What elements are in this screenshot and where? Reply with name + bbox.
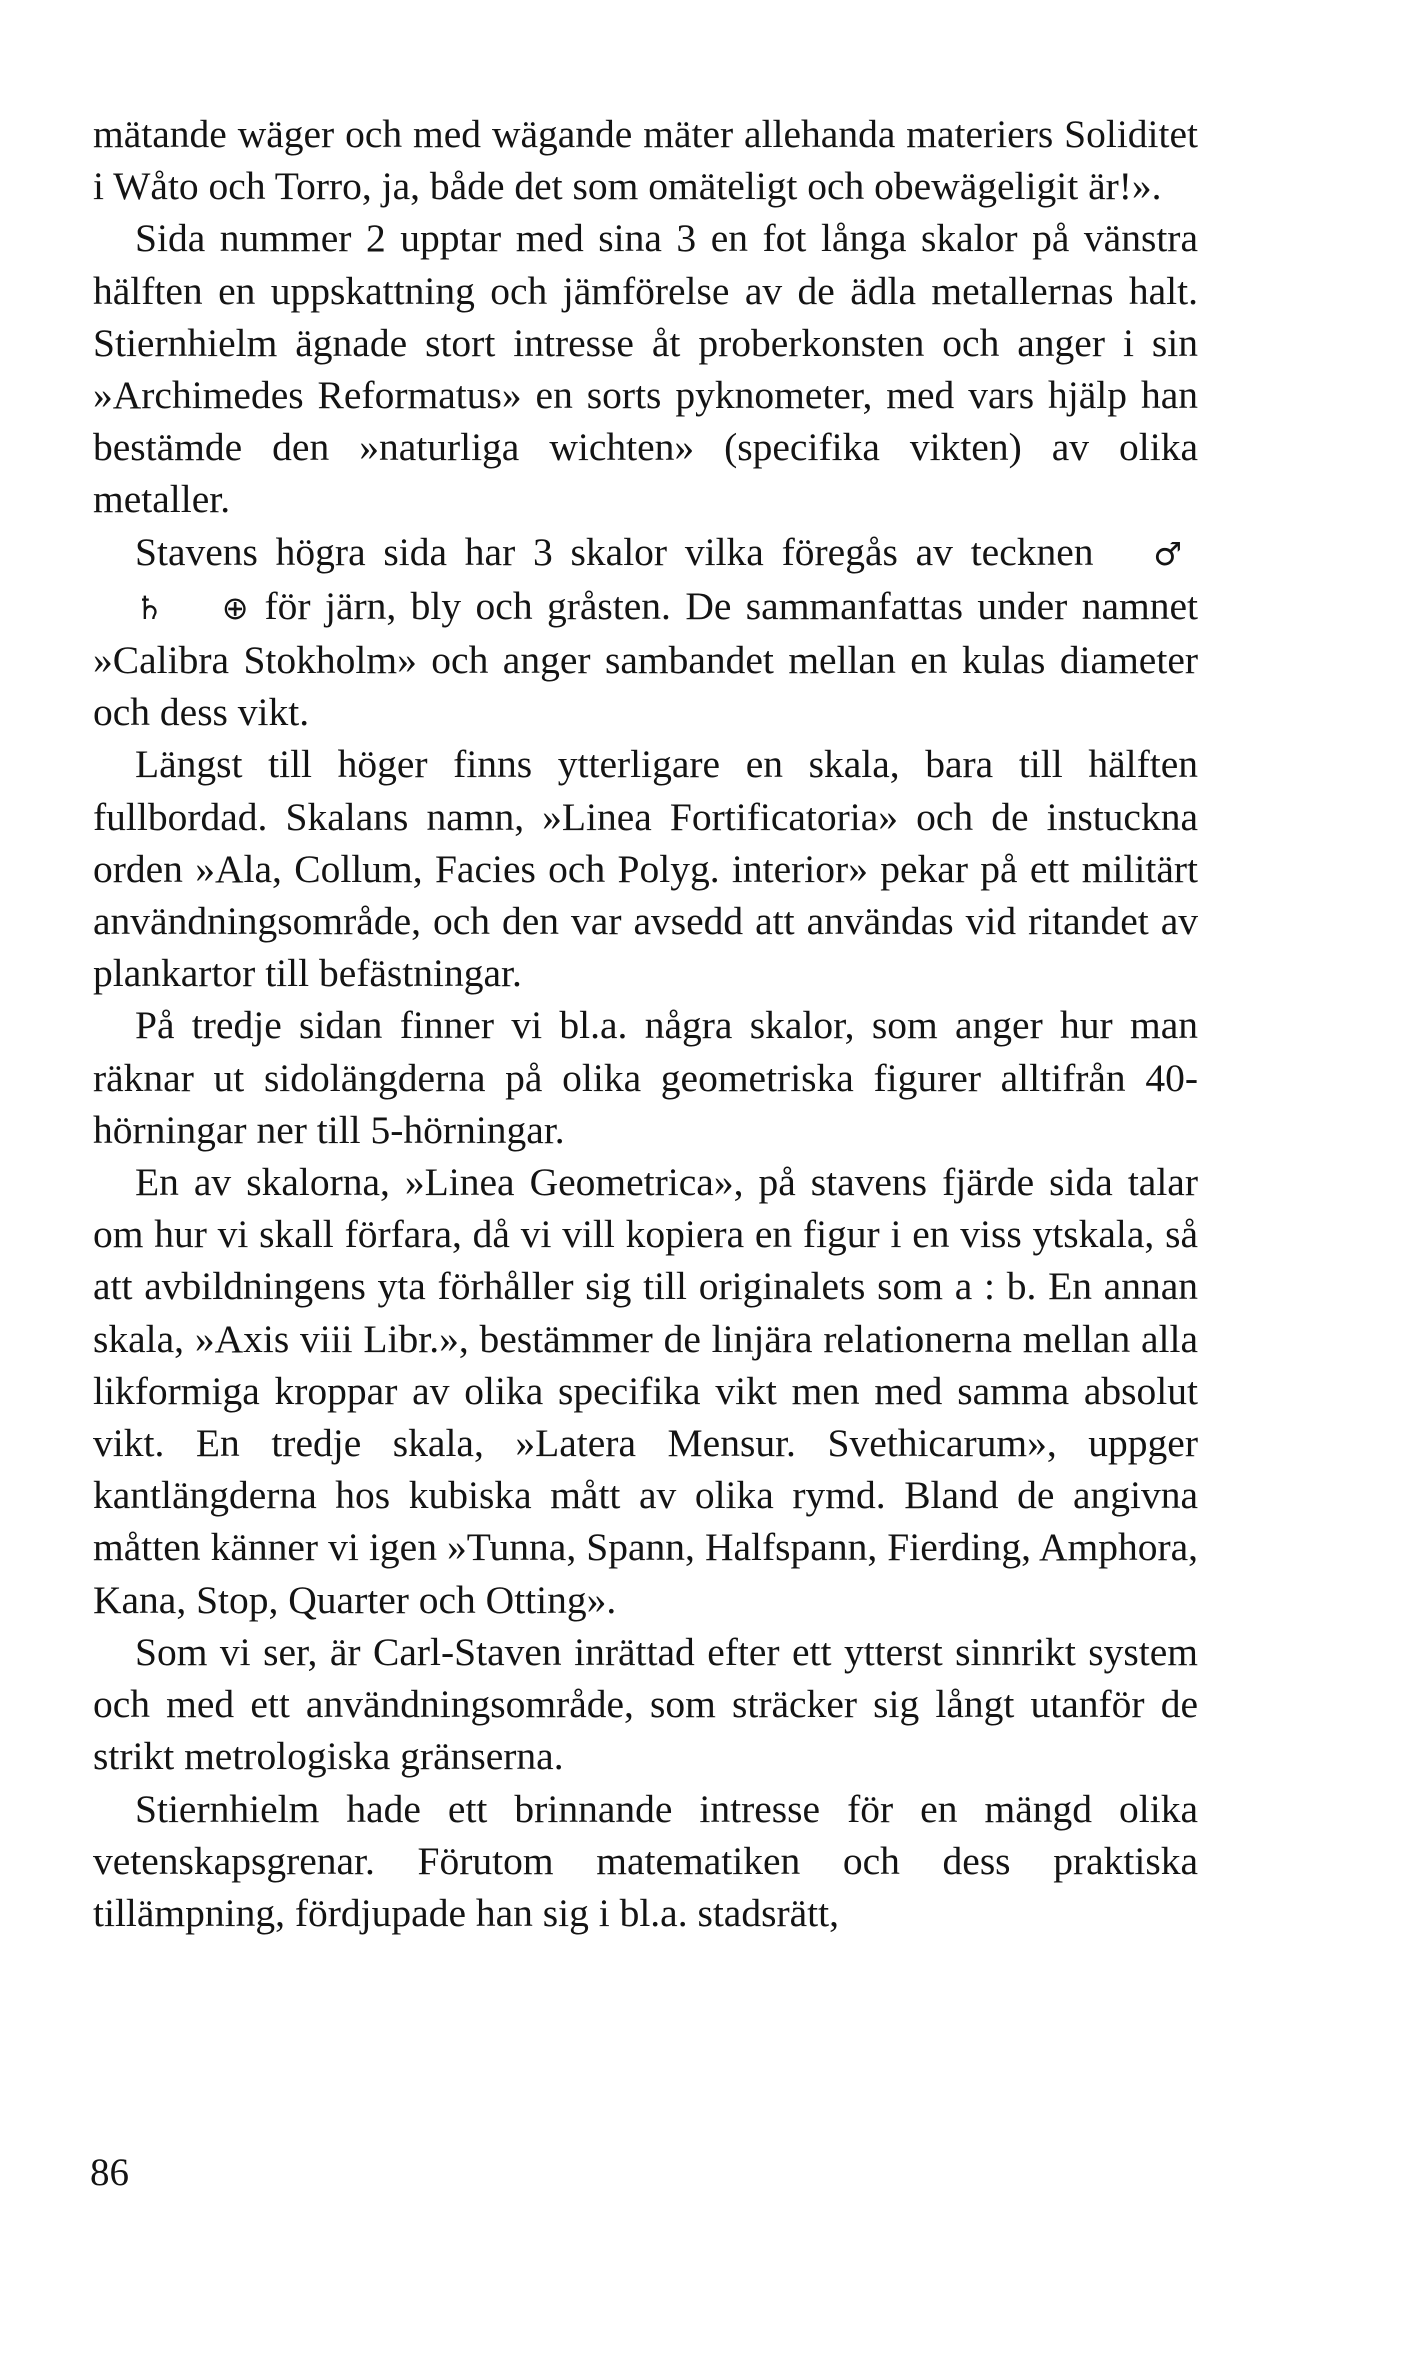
paragraph-7: Som vi ser, är Carl-Staven inrättad efter ett ytterst sinnrikt system och med ett användningsområde, som sträcker sig långt utanför de strikt metrologiska gränserna. [93, 1629, 1198, 1779]
paragraph-2: Sida nummer 2 upptar med sina 3 en fot långa skalor på vänstra hälften en uppskattning och jämförelse av de ädla metallernas halt. Stiernhielm ägnade stort intresse åt proberkonsten och anger i sin »Archimedes Reformatus» en sorts pyknometer, med vars hjälp han bestämde den »naturliga wichten» (specifika vikten) av olika metaller. [93, 216, 1198, 522]
paragraph-5: På tredje sidan finner vi bl.a. några skalor, som anger hur man räknar ut sidolängderna på olika geometriska figurer alltifrån 40-hörningar ner till 5-hörningar. [93, 1003, 1198, 1152]
saturn-lead-symbol-icon: ♄ [135, 588, 164, 627]
page-number: 86 [90, 2151, 129, 2194]
mars-iron-symbol-icon: ♂ [1153, 534, 1182, 573]
paragraph-8: Stiernhielm hade ett brinnande intresse för en mängd olika vetenskapsgrenar. Förutom matematiken och dess praktiska tillämpning, fördjupade han sig i bl.a. stadsrätt, [93, 1786, 1198, 1935]
paragraph-4: Längst till höger finns ytterligare en skala, bara till hälften fullbordad. Skalans namn, »Linea Fortificatoria» och de instuckna orden »Ala, Collum, Facies och Polyg. interior» pekar på ett militärt användningsområde, och den var avsedd att användas vid ritandet av plankartor till befästningar. [93, 742, 1198, 996]
paragraph-3-rest: för järn, bly och gråsten. De sammanfattas under namnet »Calibra Stokholm» och anger sambandet mellan en kulas diameter och dess vikt. [93, 583, 1198, 735]
body-text [93, 108, 1198, 1939]
earth-stone-symbol-icon: ⊕ [221, 588, 249, 627]
paragraph-3-lead: Stavens högra sida har 3 skalor vilka föregås av tecknen [135, 529, 1094, 574]
paragraph-6: En av skalorna, »Linea Geometrica», på stavens fjärde sida talar om hur vi skall förfara, då vi vill kopiera en figur i en viss ytskala, så att avbildningens yta förhåller sig till originalets som a : b. En annan skala, »Axis viii Libr.», bestämmer de linjära relationerna mellan alla likformiga kroppar av olika specifika vikt men med samma absolut vikt. En tredje skala, »Latera Mensur. Svethicarum», uppger kantlängderna hos kubiska mått av olika rymd. Bland de angivna måtten känner vi igen »Tunna, Spann, Halfspann, Fierding, Amphora, Kana, Stop, Quarter och Otting». [93, 1160, 1198, 1622]
paragraph-1: mätande wäger och med wägande mäter allehanda materiers Soliditet i Wåto och Torro, ja, både det som omäteligt och obewägeligit är!». [93, 112, 1198, 209]
paragraph-3 [93, 526, 1198, 739]
